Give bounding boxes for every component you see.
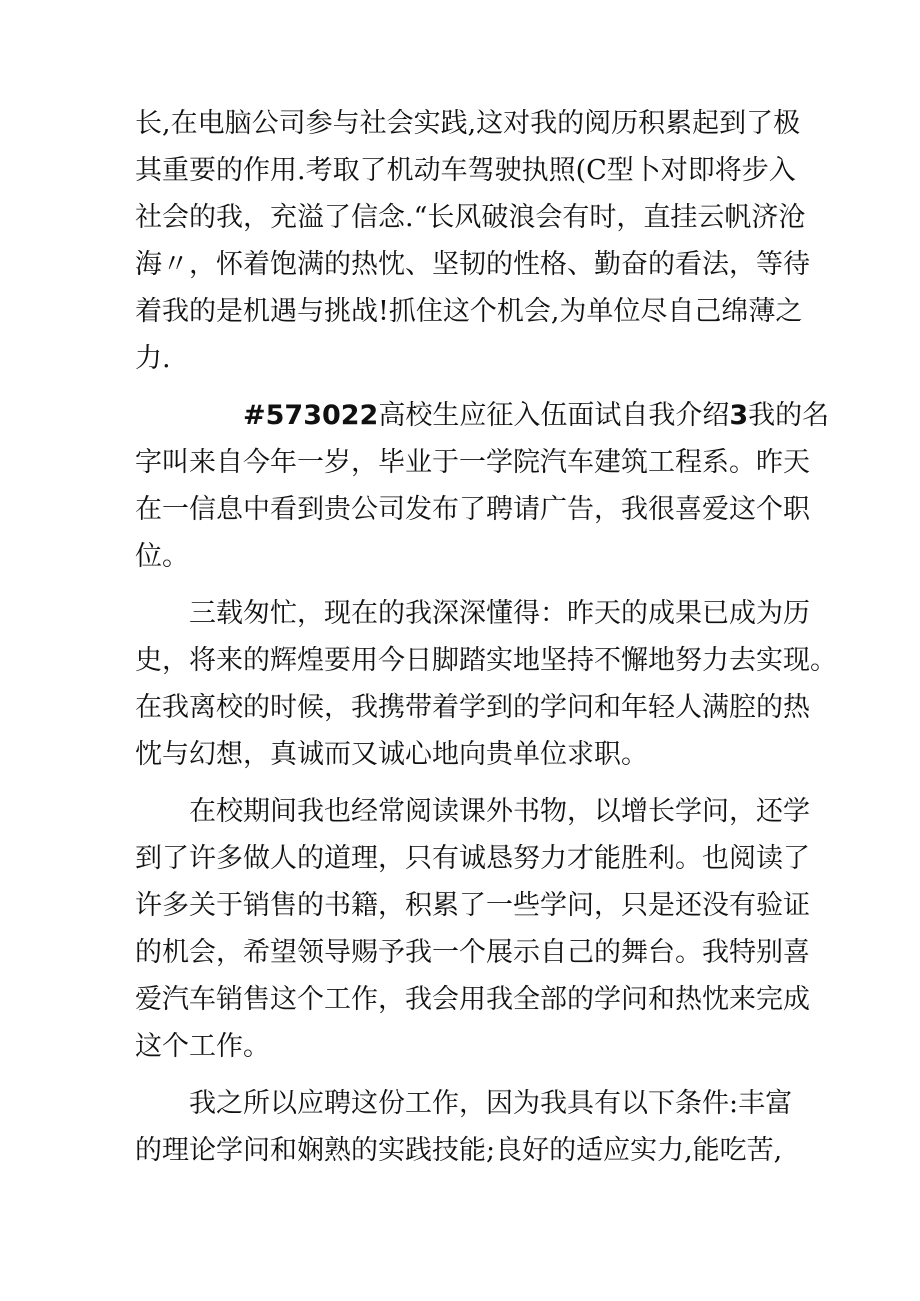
text-line: 爱汽车销售这个工作，我会用我全部的学问和热忱来完成 (135, 984, 810, 1015)
text-line: 到了许多做人的道理，只有诚恳努力才能胜利。也阅读了 (135, 843, 810, 874)
text-line: 在一信息中看到贵公司发布了聘请广告，我很喜爱这个职 (135, 494, 810, 525)
text-line: 力. (135, 343, 171, 374)
text-line: 在校期间我也经常阅读课外书物，以增长学问，还学 (189, 796, 810, 827)
text-line: 我之所以应聘这份工作，因为我具有以下条件:丰富 (189, 1088, 793, 1119)
paragraph-gap (135, 382, 815, 392)
text-line: 长,在电脑公司参与社会实践,这对我的阅历积累起到了极 (135, 108, 801, 139)
paragraph-gap (135, 778, 815, 788)
text-line: 海〃，怀着饱满的热忱、坚韧的性格、勤奋的看法，等待 (135, 249, 810, 280)
document-code: #573022 (243, 400, 379, 431)
text-line: 许多关于销售的书籍，积累了一些学问，只是还没有验证 (135, 890, 810, 921)
text-line: 三载匆忙，现在的我深深懂得：昨天的成果已成为历 (189, 598, 810, 629)
text-line: 字叫来自今年一岁，毕业于一学院汽车建筑工程系。昨天 (135, 447, 810, 478)
paragraph-5 (135, 1080, 815, 1174)
text-line: 位。 (135, 541, 189, 572)
text-line: 史，将来的辉煌要用今日脚踏实地坚持不懈地努力去实现。 (135, 645, 837, 676)
heading-tail: 我的名 (748, 400, 830, 431)
text-line: 这个工作。 (135, 1031, 270, 1062)
heading-number: 3 (729, 400, 749, 431)
text-line: 其重要的作用.考取了机动车驾驶执照(C型卜对即将步入 (135, 155, 796, 186)
text-line: 着我的是机遇与挑战!抓住这个机会,为单位尽自己绵薄之 (135, 296, 803, 327)
text-line: 的理论学问和娴熟的实践技能;良好的适应实力,能吃苦, (135, 1135, 783, 1166)
paragraph-2 (135, 392, 830, 580)
heading-line (135, 392, 830, 439)
heading-text: 高校生应征入伍面试自我介绍 (378, 400, 730, 431)
paragraph-3 (135, 590, 837, 778)
paragraph-gap (135, 1070, 815, 1080)
text-line: 在我离校的时候，我携带着学到的学问和年轻人满腔的热 (135, 692, 810, 723)
text-line: 忱与幻想，真诚而又诚心地向贵单位求职。 (135, 739, 648, 770)
paragraph-1 (135, 100, 815, 382)
paragraph-gap (135, 580, 815, 590)
paragraph-4 (135, 788, 815, 1070)
text-line: 社会的我，充溢了信念.“长风破浪会有时，直挂云帆济沧 (135, 202, 806, 233)
text-line: 的机会，希望领导赐予我一个展示自己的舞台。我特别喜 (135, 937, 810, 968)
document-body (135, 100, 837, 1174)
